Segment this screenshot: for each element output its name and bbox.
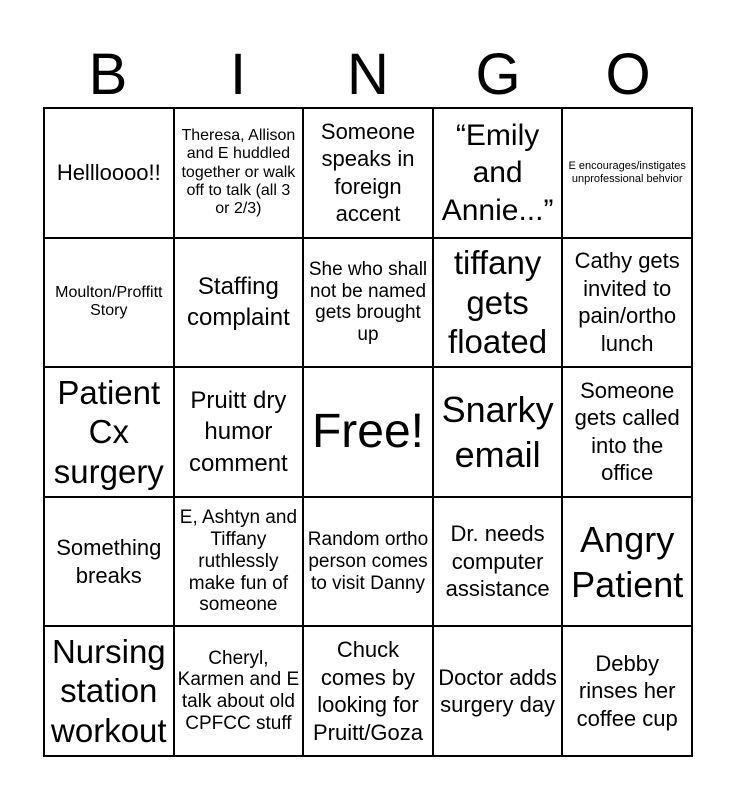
bingo-cell[interactable]: She who shall not be named gets brought up [303,238,433,368]
bingo-cell[interactable]: Someone speaks in foreign accent [303,108,433,238]
bingo-cell[interactable]: Theresa, Allison and E huddled together or walk off to talk (all 3 or 2/3) [174,108,304,238]
bingo-cell[interactable]: Cathy gets invited to pain/ortho lunch [562,238,692,368]
bingo-cell[interactable]: Doctor adds surgery day [433,626,563,756]
bingo-cell[interactable]: Chuck comes by looking for Pruitt/Goza [303,626,433,756]
bingo-cell[interactable]: Someone gets called into the office [562,367,692,497]
bingo-cell[interactable]: tiffany gets floated [433,238,563,368]
title-letter-o: O [605,42,651,107]
bingo-cell[interactable]: Snarky email [433,367,563,497]
bingo-cell[interactable]: Random ortho person comes to visit Danny [303,497,433,627]
free-space[interactable]: Free! [303,367,433,497]
bingo-cell[interactable]: Staffing complaint [174,238,304,368]
bingo-cell[interactable]: Pruitt dry humor comment [174,367,304,497]
title-letter-i: I [229,42,247,107]
title-letter-n: N [347,42,389,107]
bingo-title [43,44,693,106]
bingo-cell[interactable]: Angry Patient [562,497,692,627]
bingo-cell[interactable]: Dr. needs computer assistance [433,497,563,627]
bingo-cell[interactable]: E encourages/instigates unprofessional behvior [562,108,692,238]
bingo-cell[interactable]: “Emily and Annie...” [433,108,563,238]
bingo-board [43,107,693,757]
bingo-cell[interactable]: E, Ashtyn and Tiffany ruthlessly make fun of someone [174,497,304,627]
bingo-cell[interactable]: Hellloooo!! [44,108,174,238]
bingo-cell[interactable]: Nursing station workout [44,626,174,756]
bingo-cell[interactable]: Cheryl, Karmen and E talk about old CPFCC stuff [174,626,304,756]
bingo-cell[interactable]: Moulton/Proffitt Story [44,238,174,368]
bingo-cell[interactable]: Debby rinses her coffee cup [562,626,692,756]
title-letter-g: G [475,42,521,107]
bingo-cell[interactable]: Patient Cx surgery [44,367,174,497]
bingo-cell[interactable]: Something breaks [44,497,174,627]
title-letter-b: B [88,42,128,107]
